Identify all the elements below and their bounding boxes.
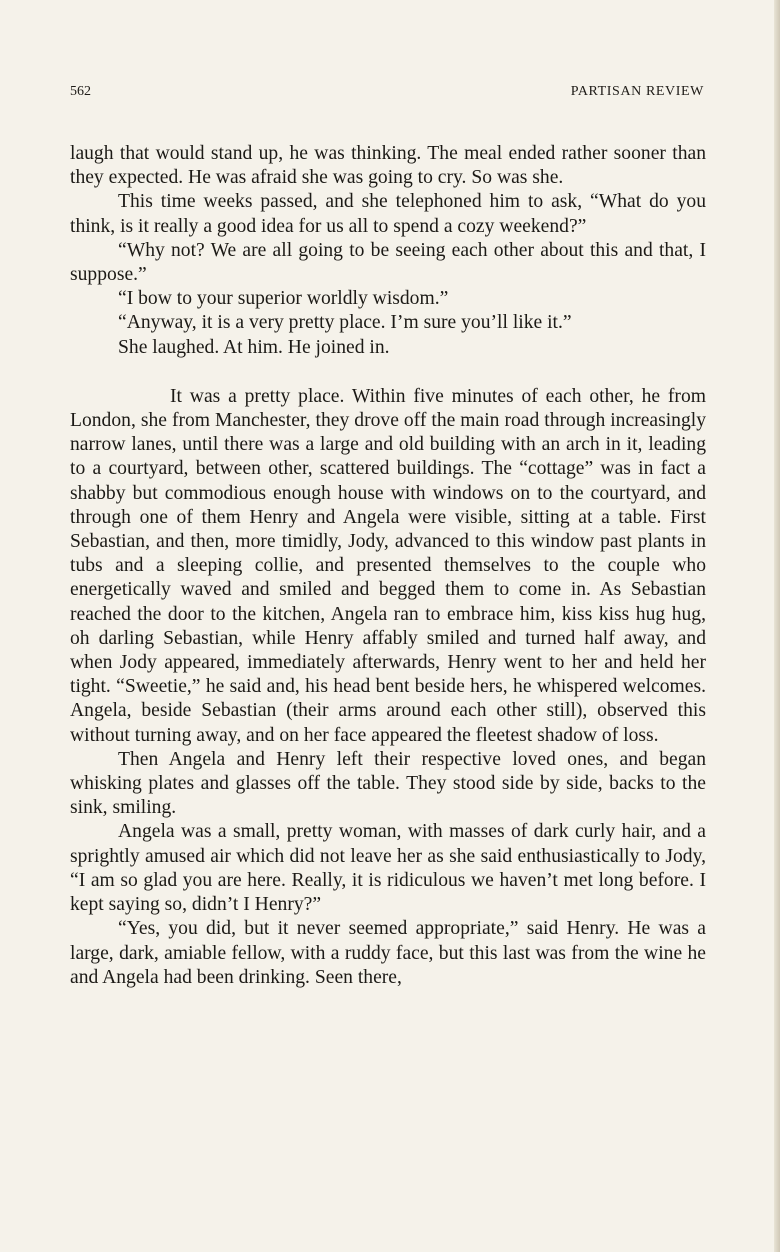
paragraph: “Anyway, it is a very pretty place. I’m sure you’ll like it.” [118, 312, 572, 334]
paragraph: “I bow to your superior worldly wisdom.” [118, 288, 449, 310]
page-number: 562 [70, 84, 91, 99]
running-head [70, 84, 704, 104]
body-text [70, 142, 706, 990]
paragraph: laugh that would stand up, he was thinking. The meal ended rather sooner than they expected. He was afraid she was going to cry. So was she. [70, 143, 706, 189]
paragraph: This time weeks passed, and she telephoned him to ask, “What do you think, is it really a good idea for us all to spend a cozy weekend?” [70, 191, 706, 237]
journal-title: PARTISAN REVIEW [570, 84, 704, 99]
paragraph: Angela was a small, pretty woman, with masses of dark curly hair, and a sprightly amused air which did not leave her as she said enthusiastically to Jody, “I am so glad you are here. Really, it is ridiculous we haven’t met long before. I kept saying so, didn’t I Henry?” [70, 821, 706, 916]
paragraph: Then Angela and Henry left their respective loved ones, and began whisking plates and glasses off the table. They stood side by side, backs to the sink, smiling. [70, 748, 706, 819]
paragraph: She laughed. At him. He joined in. [118, 336, 390, 358]
page-edge-shadow [774, 0, 780, 1252]
paragraph: “Yes, you did, but it never seemed appropriate,” said Henry. He was a large, dark, amiable fellow, with a ruddy face, but this last was from the wine he and Angela had been drinking. Seen there, [70, 918, 706, 988]
paragraph: “Why not? We are all going to be seeing each other about this and that, I suppose.” [70, 239, 706, 286]
section-start-paragraph: It was a pretty place. Within five minutes of each other, he from London, she from Manchester, they drove off the main road through increasingly narrow lanes, until there was a large and old building with an arch in it, leading to a courtyard, between other, scattered buildings. The “cottage” was in fact a shabby but commodious enough house with windows on to the courtyard, and through one of them Henry and Angela were visible, sitting at a table. First Sebastian, and then, more timidly, Jody, advanced to this window past plants in tubs and a sleeping collie, and presented themselves to the couple who energetically waved and smiled and begged them to come in. As Sebastian reached the door to the kitchen, Angela ran to embrace him, kiss kiss hug hug, oh darling Sebastian, while Henry affably smiled and turned half away, and when Jody appeared, immediately afterwards, Henry went to her and held her tight. “Sweetie,” he said and, his head bent beside hers, he whispered welcomes. Angela, beside Sebastian (their arms around each other still), observed this without turning away, and on her face appeared the fleetest shadow of loss. [70, 385, 706, 746]
